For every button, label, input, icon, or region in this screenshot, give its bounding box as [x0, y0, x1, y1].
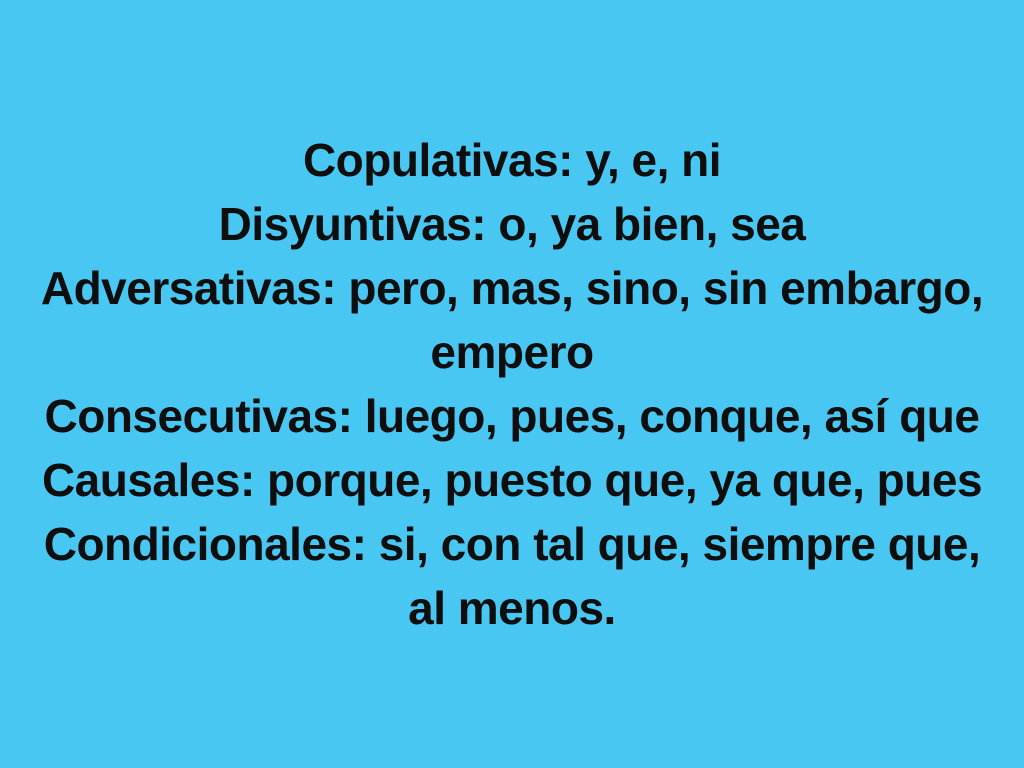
slide-text-line: empero [430, 326, 594, 378]
conjunctions-list [0, 128, 1024, 640]
slide-text-line: Disyuntivas: o, ya bien, sea [218, 198, 806, 250]
slide-text-line: Adversativas: pero, mas, sino, sin embargo, [40, 262, 984, 314]
slide-text-line: Copulativas: y, e, ni [302, 134, 722, 186]
slide-text-line: Causales: porque, puesto que, ya que, pues [41, 454, 983, 506]
slide-text-line: Consecutivas: luego, pues, conque, así que [44, 390, 980, 442]
slide-text-line: Condicionales: si, con tal que, siempre que, [43, 518, 981, 570]
slide-text-line: al menos. [408, 582, 616, 634]
